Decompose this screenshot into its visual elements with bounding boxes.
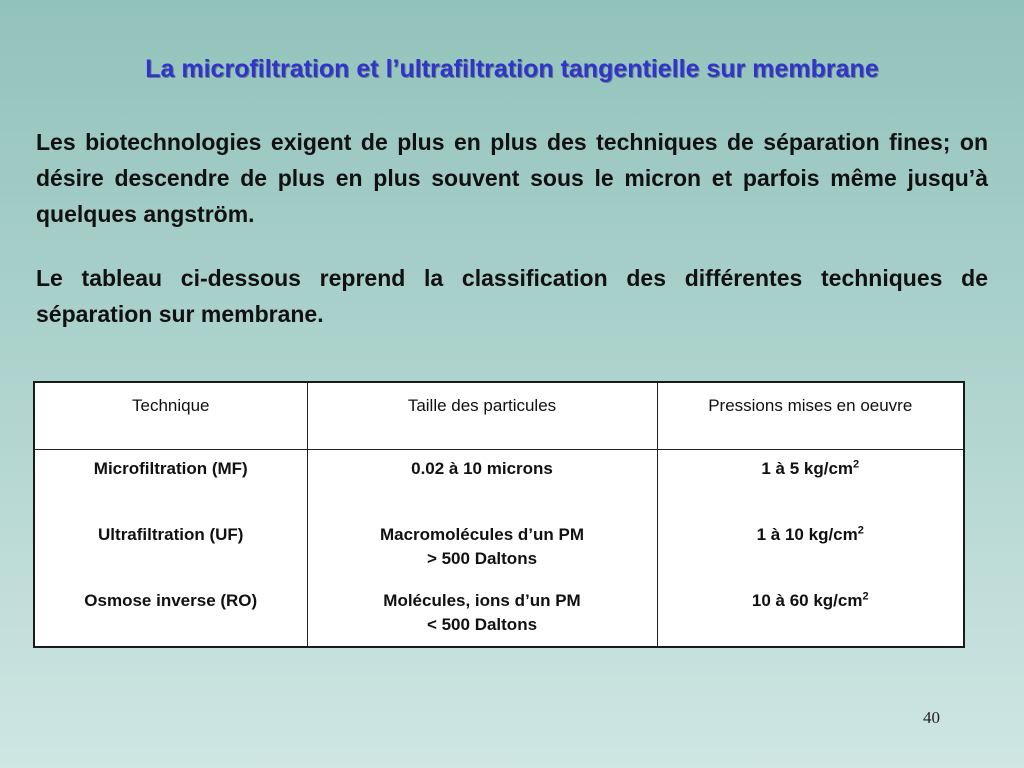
- classification-table: [33, 381, 965, 648]
- header-particle-size: [307, 383, 657, 449]
- slide-title: La microfiltration et l’ultrafiltration tangentielle sur membrane: [145, 55, 879, 83]
- header-technique-label: Technique: [131, 396, 210, 415]
- table-intro-paragraph: Le tableau ci-dessous reprend la classification des différentes techniques de séparation sur membrane.: [36, 265, 988, 327]
- membrane-techniques-table: [35, 383, 963, 646]
- pressure-mf-label: 1 à 5 kg/cm: [761, 458, 854, 478]
- pressure-uf: [658, 523, 964, 571]
- technique-ro: [35, 589, 307, 637]
- size-uf: [308, 523, 657, 571]
- size-ro: [308, 589, 657, 637]
- header-pressure: [657, 383, 963, 449]
- size-uf-line1: Macromolécules d’un PM: [379, 524, 585, 544]
- header-pressure-label: Pressions mises en oeuvre: [708, 396, 913, 415]
- pressure-cell: [657, 449, 963, 646]
- header-particle-size-label: Taille des particules: [407, 396, 557, 415]
- pressure-uf-exponent: 2: [857, 523, 864, 536]
- technique-cell: [35, 449, 307, 646]
- pressure-ro-label: 10 à 60 kg/cm: [751, 590, 863, 610]
- pressure-uf-label: 1 à 10 kg/cm: [756, 524, 858, 544]
- table-body-row: [35, 449, 963, 646]
- size-mf: [308, 457, 657, 505]
- intro-paragraph: Les biotechnologies exigent de plus en plus des techniques de séparation fines; on désire descendre de plus en plus souvent sous le micron et parfois même jusqu’à quelques angström.: [36, 129, 988, 227]
- technique-uf-label: Ultrafiltration (UF): [98, 524, 244, 544]
- size-ro-line2: < 500 Daltons: [426, 614, 538, 634]
- technique-mf-label: Microfiltration (MF): [93, 458, 248, 478]
- size-uf-line2: > 500 Daltons: [426, 548, 538, 568]
- technique-mf: [35, 457, 307, 505]
- particle-size-cell: [307, 449, 657, 646]
- pressure-ro-exponent: 2: [862, 589, 869, 602]
- pressure-mf-exponent: 2: [853, 457, 860, 470]
- technique-ro-label: Osmose inverse (RO): [84, 590, 258, 610]
- size-mf-line1: 0.02 à 10 microns: [411, 458, 553, 478]
- pressure-ro: [658, 589, 964, 637]
- pressure-mf: [658, 457, 964, 505]
- header-technique: [35, 383, 307, 449]
- technique-uf: [35, 523, 307, 571]
- table-header-row: [35, 383, 963, 449]
- size-ro-line1: Molécules, ions d’un PM: [383, 590, 581, 610]
- page-number: 40: [923, 708, 940, 727]
